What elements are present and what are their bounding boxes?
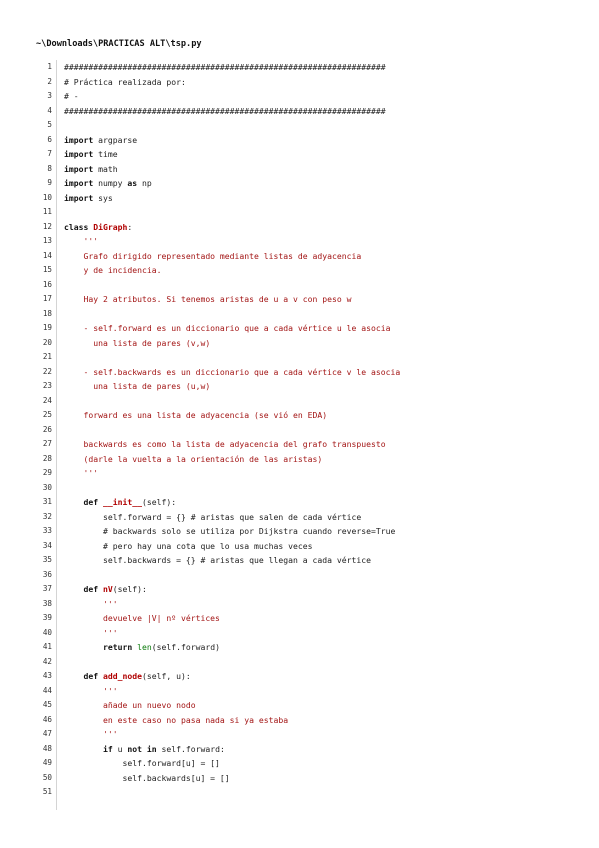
code-token xyxy=(64,497,84,507)
code-token: add_node xyxy=(103,671,142,681)
code-text xyxy=(64,640,220,655)
code-text xyxy=(64,437,386,452)
code-text xyxy=(64,191,113,206)
line-number: 39 xyxy=(42,613,52,622)
line-number: 27 xyxy=(42,439,52,448)
code-text xyxy=(64,669,191,684)
code-text xyxy=(64,408,327,423)
line-number: 29 xyxy=(42,468,52,477)
code-text xyxy=(64,379,210,394)
code-token: (self): xyxy=(112,584,147,594)
code-token: ''' xyxy=(64,685,118,696)
code-token: import xyxy=(64,134,94,145)
line-number: 50 xyxy=(42,772,52,782)
line-number: 17 xyxy=(42,294,52,303)
line-number: 45 xyxy=(42,700,52,709)
code-text xyxy=(64,292,352,307)
line-number: 22 xyxy=(42,366,52,376)
code-token: def xyxy=(83,497,99,507)
code-token: en este caso no pasa nada si ya estaba xyxy=(64,714,289,725)
code-token: self.forward = {} xyxy=(64,511,191,522)
code-token: self.backwards[u] = [] xyxy=(64,772,230,783)
code-token: una lista de pares (v,w) xyxy=(64,337,211,348)
code-token: (darle la vuelta a la orientación de las aristas) xyxy=(64,453,323,464)
line-number: 6 xyxy=(47,134,52,144)
line-number: 49 xyxy=(42,758,52,767)
code-token: y de incidencia. xyxy=(64,265,162,275)
code-token: __init__ xyxy=(103,497,142,507)
code-text xyxy=(64,452,322,467)
code-text xyxy=(64,336,210,351)
line-number: 38 xyxy=(42,598,52,608)
line-number: 42 xyxy=(42,656,52,666)
code-text xyxy=(64,771,230,786)
code-token: as xyxy=(127,178,138,188)
code-token: # aristas que salen de cada vértice xyxy=(190,511,362,522)
code-token: # Práctica realizada por: xyxy=(64,76,186,87)
line-number: 28 xyxy=(42,453,52,463)
code-text xyxy=(64,626,118,641)
line-number: 33 xyxy=(42,526,52,535)
code-token: devuelve |V| nº vértices xyxy=(64,613,220,623)
code-token: self.backwards = {} xyxy=(64,555,201,565)
code-token: - self.backwards es un diccionario que a cada vértice v le asocia xyxy=(64,366,401,377)
code-text xyxy=(64,756,220,771)
line-number: 35 xyxy=(42,555,52,564)
code-token: # pero hay una cota que lo usa muchas veces xyxy=(64,540,313,551)
line-number: 25 xyxy=(42,410,52,419)
gutter-divider xyxy=(56,60,57,810)
code-token: argparse xyxy=(93,134,138,145)
code-text xyxy=(64,510,361,525)
code-text xyxy=(64,466,98,481)
code-text xyxy=(64,365,400,380)
code-token: : xyxy=(127,221,133,232)
code-token: sys xyxy=(93,192,113,203)
code-token: numpy xyxy=(93,178,128,188)
code-text xyxy=(64,582,147,597)
line-number: 37 xyxy=(42,584,52,593)
code-text xyxy=(64,553,371,568)
code-token: # - xyxy=(64,91,79,101)
code-token: DiGraph xyxy=(93,221,128,232)
line-number: 8 xyxy=(47,163,52,173)
code-text xyxy=(64,597,118,612)
code-text xyxy=(64,742,225,757)
code-token: return xyxy=(102,642,133,652)
code-text xyxy=(64,220,132,235)
code-token: import xyxy=(64,192,94,203)
code-token xyxy=(64,671,84,681)
code-token: backwards es como la lista de adyacencia del grafo transpuesto xyxy=(64,439,386,449)
code-token: (self, u): xyxy=(141,671,191,681)
line-number: 4 xyxy=(47,105,52,115)
line-number: 19 xyxy=(42,323,52,332)
code-token: (self.forward) xyxy=(151,642,220,652)
line-number: 31 xyxy=(42,497,52,506)
code-text xyxy=(64,147,118,162)
code-token: len xyxy=(137,642,152,652)
code-text xyxy=(64,727,118,742)
code-token xyxy=(64,744,103,754)
code-token: Hay 2 atributos. Si tenemos aristas de u a v con peso w xyxy=(64,294,352,304)
code-text xyxy=(64,234,98,249)
file-path-title: ~\Downloads\PRACTICAS ALT\tsp.py xyxy=(36,39,202,49)
code-token: ''' xyxy=(64,468,99,478)
code-token: import xyxy=(64,178,94,188)
code-text xyxy=(64,75,186,90)
code-token: time xyxy=(93,149,118,159)
code-token xyxy=(64,642,103,652)
code-token: not in xyxy=(127,743,157,754)
code-token: np xyxy=(137,178,152,188)
line-number: 14 xyxy=(42,250,52,260)
line-number: 5 xyxy=(47,120,52,129)
line-number: 2 xyxy=(47,76,52,86)
line-number: 47 xyxy=(42,729,52,738)
code-text xyxy=(64,539,313,554)
line-number: 3 xyxy=(47,91,52,100)
code-token: import xyxy=(64,149,94,159)
line-number: 20 xyxy=(42,337,52,347)
code-text xyxy=(64,162,118,177)
code-text xyxy=(64,89,79,104)
line-number: 7 xyxy=(47,149,52,158)
code-token: u xyxy=(112,743,128,754)
line-number: 11 xyxy=(42,207,52,216)
line-number: 36 xyxy=(42,569,52,579)
code-text xyxy=(64,263,161,278)
code-token: def xyxy=(83,671,99,681)
line-number: 23 xyxy=(42,381,52,390)
code-token: ################################################################## xyxy=(64,62,386,72)
code-token: def xyxy=(83,584,99,594)
line-number: 24 xyxy=(42,395,52,405)
line-number: 46 xyxy=(42,714,52,724)
code-token: class xyxy=(64,221,89,232)
line-number: 34 xyxy=(42,540,52,550)
code-text xyxy=(64,176,152,191)
line-number: 16 xyxy=(42,279,52,289)
code-text xyxy=(64,60,386,75)
code-text xyxy=(64,104,386,119)
line-number: 15 xyxy=(42,265,52,274)
code-token: self.forward[u] = [] xyxy=(64,758,220,768)
code-token: self.forward: xyxy=(156,743,225,754)
line-number: 9 xyxy=(47,178,52,187)
code-token: añade un nuevo nodo xyxy=(64,700,196,710)
code-token: nV xyxy=(103,584,113,594)
code-token: una lista de pares (u,w) xyxy=(64,381,211,391)
code-token: ################################################################## xyxy=(64,105,386,116)
code-token: ''' xyxy=(64,627,118,638)
code-text xyxy=(64,133,137,148)
code-text xyxy=(64,524,395,539)
line-number: 18 xyxy=(42,308,52,318)
line-number: 48 xyxy=(42,743,52,753)
code-token: if xyxy=(102,743,113,754)
line-number: 51 xyxy=(42,787,52,796)
code-token xyxy=(64,584,84,594)
line-number: 10 xyxy=(42,192,52,202)
code-token: # aristas que llegan a cada vértice xyxy=(200,555,372,565)
code-text xyxy=(64,611,220,626)
line-number: 41 xyxy=(42,642,52,651)
code-text xyxy=(64,713,288,728)
line-number: 1 xyxy=(47,62,52,71)
line-number: 26 xyxy=(42,424,52,434)
code-token: ''' xyxy=(64,729,118,739)
code-text xyxy=(64,495,176,510)
line-number: 43 xyxy=(42,671,52,680)
code-token: import xyxy=(64,163,94,174)
code-token: ''' xyxy=(64,236,99,246)
line-number: 40 xyxy=(42,627,52,637)
code-token: ''' xyxy=(64,598,118,609)
code-token: Grafo dirigido representado mediante listas de adyacencia xyxy=(64,250,362,261)
code-token: - self.forward es un diccionario que a cada vértice u le asocia xyxy=(64,323,391,333)
line-number: 32 xyxy=(42,511,52,521)
code-text xyxy=(64,684,118,699)
code-text xyxy=(64,321,390,336)
code-token: math xyxy=(93,163,118,174)
line-number: 44 xyxy=(42,685,52,695)
code-text xyxy=(64,249,361,264)
code-token: # backwards solo se utiliza por Dijkstra cuando reverse=True xyxy=(64,526,396,536)
code-token: (self): xyxy=(141,497,177,507)
line-number: 12 xyxy=(42,221,52,231)
code-text xyxy=(64,698,196,713)
line-number: 13 xyxy=(42,236,52,245)
line-number: 21 xyxy=(42,352,52,361)
line-number: 30 xyxy=(42,482,52,492)
code-token: forward es una lista de adyacencia (se vió en EDA) xyxy=(64,410,328,420)
